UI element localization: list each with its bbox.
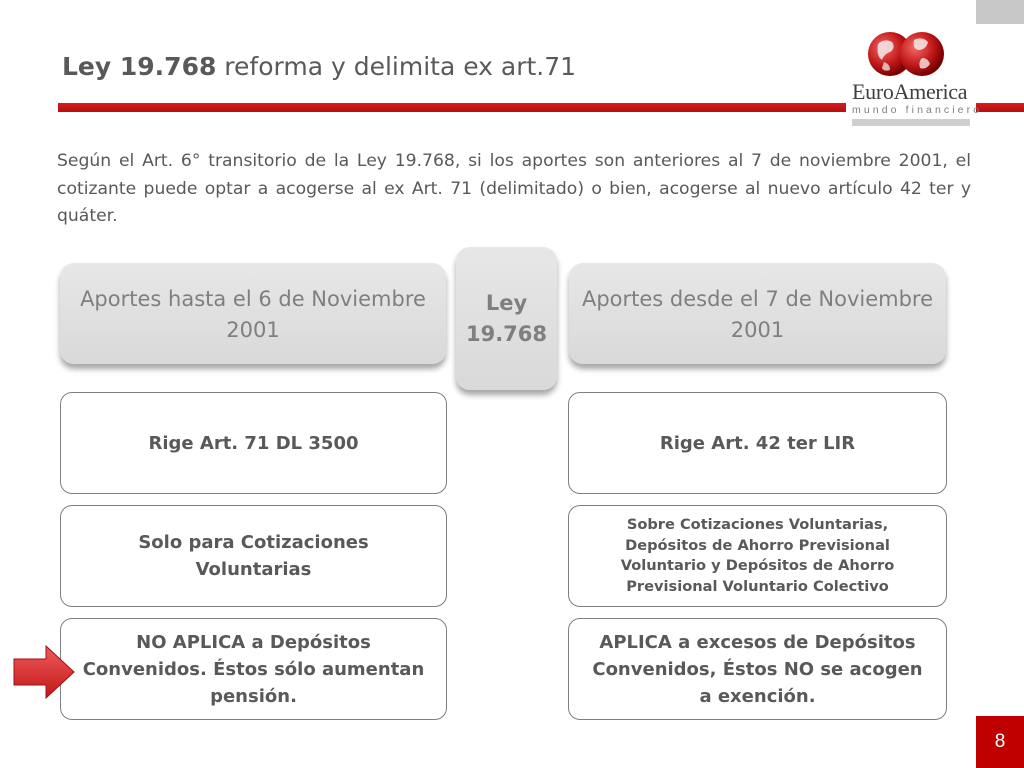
globes-icon bbox=[866, 30, 946, 82]
title-bold: Ley 19.768 bbox=[62, 52, 217, 81]
logo bbox=[846, 24, 983, 128]
header-right: Aportes desde el 7 de Noviembre 2001 bbox=[569, 263, 946, 364]
left-box-3: NO APLICA a Depósitos Convenidos. Éstos sólo aumentan pensión. bbox=[60, 618, 447, 720]
right-arrow-icon bbox=[12, 644, 78, 700]
right-box-2: Sobre Cotizaciones Voluntarias, Depósitos de Ahorro Previsional Voluntario y Depósitos de Ahorro Previsional Voluntario Colectivo bbox=[568, 505, 947, 607]
slide-title bbox=[62, 52, 576, 81]
right-box-3: APLICA a excesos de Depósitos Convenidos, Éstos NO se acogen a exención. bbox=[568, 618, 947, 720]
intro-paragraph: Según el Art. 6° transitorio de la Ley 19.768, si los aportes son anteriores al 7 de noviembre 2001, el cotizante puede optar a acogerse al ex Art. 71 (delimitado) o bien, acogerse al nuevo artículo 42 ter y quáter. bbox=[57, 151, 971, 226]
logo-bar bbox=[852, 119, 970, 126]
logo-name: EuroAmerica bbox=[852, 79, 968, 104]
header-left: Aportes hasta el 6 de Noviembre 2001 bbox=[60, 263, 446, 364]
logo-tagline: mundo financiero bbox=[852, 104, 983, 116]
right-box-1: Rige Art. 42 ter LIR bbox=[568, 392, 947, 494]
page-number: 8 bbox=[976, 716, 1024, 768]
left-box-1: Rige Art. 71 DL 3500 bbox=[60, 392, 447, 494]
left-box-2: Solo para Cotizaciones Voluntarias bbox=[60, 505, 447, 607]
title-rest: reforma y delimita ex art.71 bbox=[216, 52, 577, 81]
corner-tab bbox=[976, 0, 1024, 24]
header-center: Ley 19.768 bbox=[456, 247, 557, 390]
